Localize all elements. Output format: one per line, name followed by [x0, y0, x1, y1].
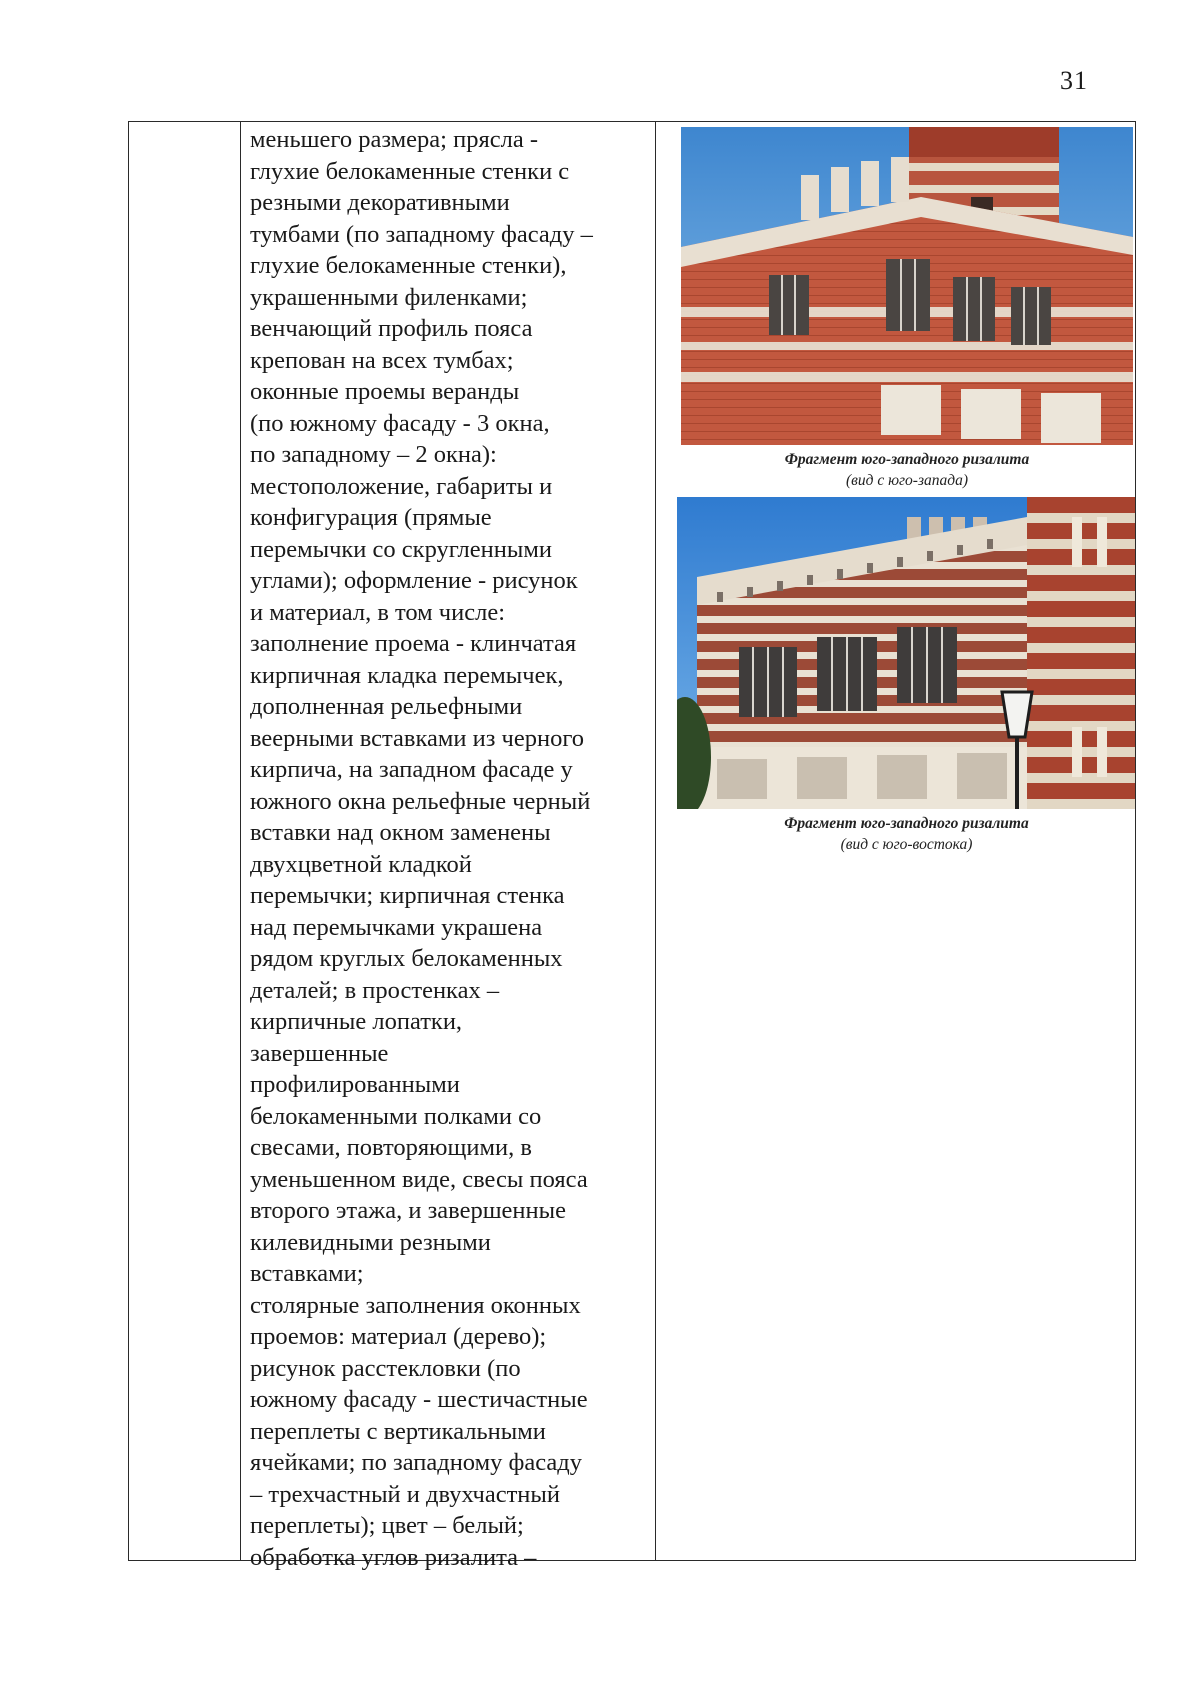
photo-southeast-risalit — [677, 497, 1136, 809]
text-line: перемычки; кирпичная стенка — [250, 882, 565, 909]
text-line: ячейками; по западному фасаду — [250, 1449, 582, 1476]
text-line: меньшего размера; прясла - — [250, 126, 538, 153]
text-line: переплеты с вертикальными — [250, 1417, 546, 1445]
text-line: (по южному фасаду - 3 окна, — [250, 409, 550, 437]
text-line: украшенными филенками; — [250, 283, 528, 311]
text-line: и материал, в том числе: — [250, 598, 506, 626]
text-line: проемов: материал (дерево); — [250, 1323, 547, 1350]
text-line: уменьшенном виде, свесы пояса — [250, 1165, 588, 1193]
text-line: вставками; — [250, 1260, 364, 1287]
description-table — [128, 121, 1136, 1571]
text-line: по западному – 2 окна): — [250, 441, 497, 468]
text-line: над перемычками украшена — [250, 913, 543, 941]
text-line: деталей; в простенках – — [250, 976, 500, 1004]
text-line: свесами, повторяющими, в — [250, 1134, 532, 1161]
text-line: оконные проемы веранды — [250, 378, 520, 405]
text-line: завершенные — [250, 1039, 389, 1067]
text-line: обработка углов ризалита – — [250, 1543, 537, 1571]
caption-title: Фрагмент юго-западного ризалита — [784, 815, 1029, 832]
text-line: второго этажа, и завершенные — [250, 1197, 566, 1224]
text-line: рисунок расстекловки (по — [250, 1354, 521, 1382]
description-text-cell — [250, 124, 645, 1573]
text-line: рядом круглых белокаменных — [250, 945, 563, 972]
text-line: тумбами (по западному фасаду – — [250, 220, 593, 248]
text-line: профилированными — [250, 1071, 460, 1098]
text-line: глухие белокаменные стенки с — [250, 157, 570, 185]
text-line: килевидными резными — [250, 1228, 491, 1256]
text-line: венчающий профиль пояса — [250, 315, 533, 342]
page-number: 31 — [1060, 66, 1088, 95]
text-line: столярные заполнения оконных — [250, 1291, 581, 1319]
photo-caption — [681, 449, 1133, 491]
text-line: южному фасаду - шестичастные — [250, 1386, 588, 1413]
text-line: веерными вставками из черного — [250, 724, 585, 752]
column-divider — [240, 122, 241, 1560]
text-line: белокаменными полками со — [250, 1102, 542, 1130]
photo-caption — [677, 813, 1136, 855]
text-line: крепован на всех тумбах; — [250, 346, 514, 374]
text-line: переплеты); цвет – белый; — [250, 1512, 524, 1539]
text-line: двухцветной кладкой — [250, 850, 472, 878]
photo-southwest-risalit — [681, 127, 1133, 445]
caption-subtitle: (вид с юго-востока) — [840, 836, 973, 853]
text-line: заполнение проема - клинчатая — [250, 630, 577, 657]
column-divider — [655, 122, 656, 1560]
text-line: кирпичные лопатки, — [250, 1008, 463, 1035]
text-line: кирпича, на западном фасаде у — [250, 756, 573, 783]
caption-subtitle: (вид с юго-запада) — [845, 472, 969, 489]
text-line: резными декоративными — [250, 189, 510, 216]
text-line: южного окна рельефные черный — [250, 787, 591, 815]
text-line: вставки над окном заменены — [250, 819, 551, 846]
text-line: кирпичная кладка перемычек, — [250, 661, 564, 689]
text-line: конфигурация (прямые — [250, 504, 492, 531]
text-line: углами); оформление - рисунок — [250, 567, 578, 594]
text-line: местоположение, габариты и — [250, 472, 553, 500]
caption-title: Фрагмент юго-западного ризалита — [784, 451, 1030, 468]
text-line: глухие белокаменные стенки), — [250, 252, 567, 279]
text-line: дополненная рельефными — [250, 693, 523, 720]
text-line: – трехчастный и двухчастный — [250, 1480, 560, 1508]
text-line: перемычки со скругленными — [250, 535, 552, 563]
